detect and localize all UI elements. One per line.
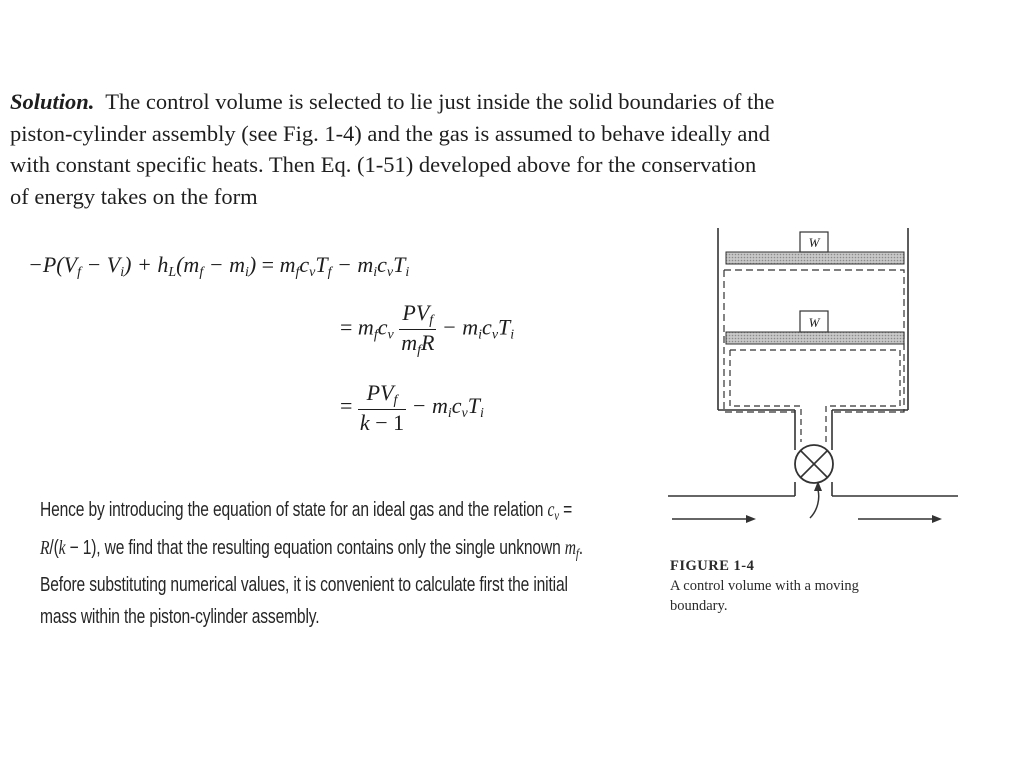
solution-line-3: with constant specific heats. Then Eq. (1-51) developed above for the conservation [10,152,757,177]
solution-label: Solution. [10,89,95,114]
flow-arrow-left-icon [746,515,756,523]
solution-line-2: piston-cylinder assembly (see Fig. 1-4) and the gas is assumed to behave ideally and [10,120,770,146]
weight-label-bottom: W [808,315,820,330]
figure-caption-line-1: A control volume with a moving [670,578,859,594]
solution-paragraph [10,86,945,212]
figure-caption-line-2: boundary. [670,598,728,614]
solution-line-1: Solution. The control volume is selected to lie just inside the solid boundaries of the [10,89,775,114]
fraction-pv-over-mr: $\frac{PV_f}{m_fR}$ [401,300,435,358]
hence-line-4: mass within the piston-cylinder assembly. [40,605,320,628]
hence-line-2: R/(k − 1), we find that the resulting equation contains only the single unknown $m_f$. [40,536,583,562]
equation-line-2: = $m_fc_v$ $\frac{PV_f}{m_fR}$ − $m_ic_vT_i$ [340,300,515,358]
piston-bottom [726,332,904,344]
fraction-pv-over-k: $\frac{PV_f}{k - 1}$ [359,380,405,435]
equation-line-3: = $\frac{PV_f}{k - 1}$ − $m_ic_vT_i$ [340,380,484,435]
hence-paragraph [40,495,583,633]
flow-arrow-right-icon [932,515,942,523]
hence-line-1: Hence by introducing the equation of state for an ideal gas and the relation $c_v$ = [40,499,573,524]
hence-line-3: Before substituting numerical values, it is convenient to calculate first the initial [40,574,568,596]
weight-label-top: W [808,235,820,250]
figure-caption [670,556,859,616]
piston-top [726,252,904,264]
equation-line-1: $-P(V_f - V_i) + h_L(m_f - m_i) = m_fc_vT_f - m_ic_vT_i$ [28,252,410,280]
figure-number: FIGURE 1-4 [670,558,755,574]
solution-line-4: of energy takes on the form [10,183,258,209]
piston-cylinder-figure [650,220,970,540]
